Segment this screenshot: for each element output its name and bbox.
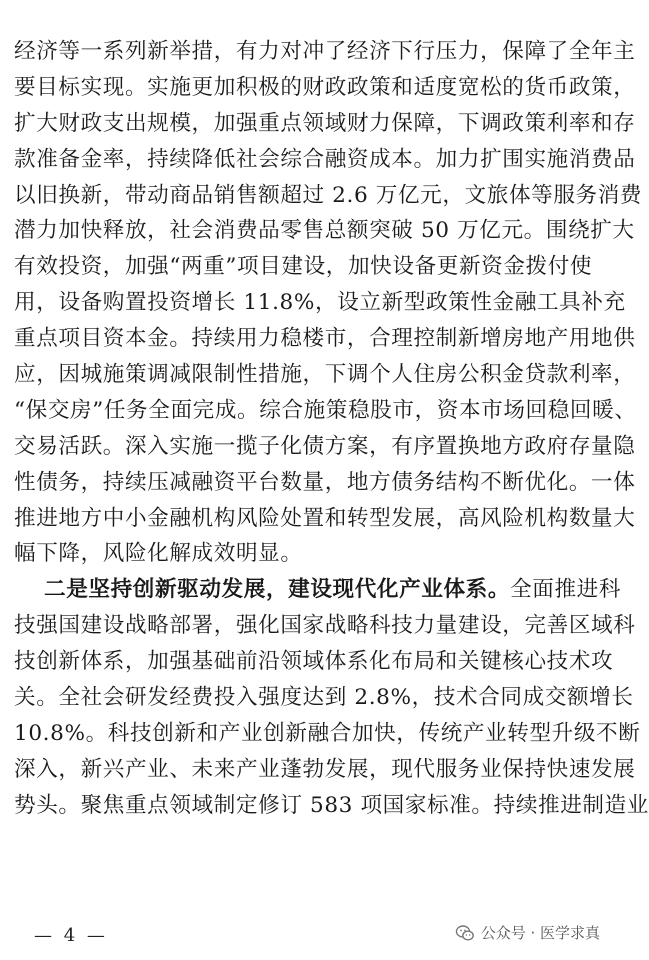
watermark-text: 公众号 · 医学求真 xyxy=(480,924,600,942)
text-line: 幅下降，风险化解成效明显。 xyxy=(14,541,303,567)
text-line: 交易活跃。深入实施一揽子化债方案，有序置换地方政府存量隐 xyxy=(14,433,636,459)
section-first-line-text: 全面推进科 xyxy=(510,577,622,603)
text-line: “保交房”任务全面完成。综合施策稳股市，资本市场回稳回暖、 xyxy=(14,397,637,423)
text-line: 势头。聚焦重点领域制定修订 583 项国家标准。持续推进制造业 xyxy=(14,792,649,818)
text-line: 扩大财政支出规模，加强重点领域财力保障，下调政策利率和存 xyxy=(14,110,636,136)
watermark xyxy=(455,922,600,943)
section-heading: 二是坚持创新驱动发展，建设现代化产业体系。 xyxy=(44,577,511,603)
text-line: 深入，新兴产业、未来产业蓬勃发展，现代服务业保持快速发展 xyxy=(14,756,636,782)
text-line: 推进地方中小金融机构风险处置和转型发展，高风险机构数量大 xyxy=(14,505,636,531)
text-line: 经济等一系列新举措，有力对冲了经济下行压力，保障了全年主 xyxy=(14,39,636,64)
text-line: 要目标实现。实施更加积极的财政政策和适度宽松的货币政策， xyxy=(14,74,636,100)
wechat-icon xyxy=(455,923,475,943)
text-line: 技创新体系，加强基础前沿领域体系化布局和关键核心技术攻 xyxy=(14,649,614,675)
page-number: — 4 — xyxy=(34,925,108,946)
text-line: 性债务，持续压减融资平台数量，地方债务结构不断优化。一体 xyxy=(14,469,636,495)
text-line: 应，因城施策调减限制性措施，下调个人住房公积金贷款利率， xyxy=(14,362,636,388)
text-line: 重点项目资本金。持续用力稳楼市，合理控制新增房地产用地供 xyxy=(14,326,636,352)
text-line: 关。全社会研发经费投入强度达到 2.8%，技术合同成交额增长 xyxy=(14,685,634,711)
text-line: 有效投资，加强“两重”项目建设，加快设备更新资金拨付使 xyxy=(14,254,593,280)
section-first-line xyxy=(14,572,622,608)
text-line: 10.8%。科技创新和产业创新融合加快，传统产业转型升级不断 xyxy=(14,720,641,746)
body-text xyxy=(14,34,649,824)
text-line: 款准备金率，持续降低社会综合融资成本。加力扩围实施消费品 xyxy=(14,146,636,172)
text-line: 技强国建设战略部署，强化国家战略科技力量建设，完善区域科 xyxy=(14,613,636,639)
text-line: 以旧换新，带动商品销售额超过 2.6 万亿元，文旅体等服务消费 xyxy=(14,182,643,208)
text-line: 潜力加快释放，社会消费品零售总额突破 50 万亿元。围绕扩大 xyxy=(14,218,635,244)
text-line: 用，设备购置投资增长 11.8%，设立新型政策性金融工具补充 xyxy=(14,290,626,316)
